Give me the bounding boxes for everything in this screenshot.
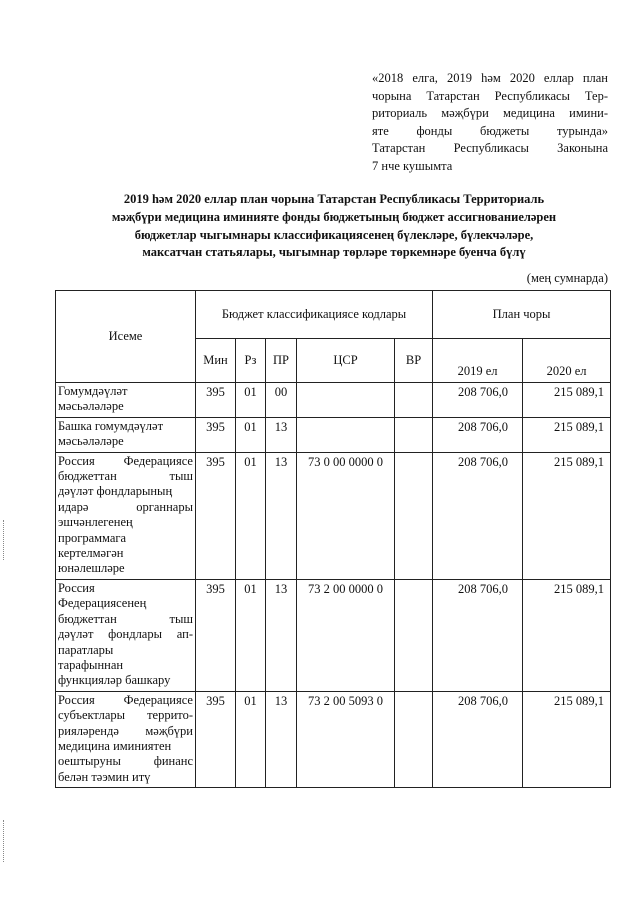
name-line: программага (58, 530, 127, 545)
row-2019: 208 706,0 (433, 383, 523, 418)
row-name (56, 383, 196, 418)
row-pr: 13 (266, 417, 297, 452)
name-line: мәсьәләләре (58, 399, 124, 414)
row-2020: 215 089,1 (523, 417, 611, 452)
table-row (56, 579, 611, 691)
row-vr (395, 417, 433, 452)
document-title (60, 191, 608, 262)
header-rz: Рз (236, 339, 266, 383)
scan-margin-marks (3, 820, 14, 862)
row-pr: 00 (266, 383, 297, 418)
header-csr: ЦСР (297, 339, 395, 383)
name-line: субъектлары террито- (58, 708, 193, 723)
annex-line: «2018 елга, 2019 һәм 2020 еллар план (372, 71, 608, 85)
name-line: паратлары (58, 642, 114, 657)
row-name (56, 691, 196, 787)
row-min: 395 (196, 452, 236, 579)
row-2019: 208 706,0 (433, 452, 523, 579)
annex-note (372, 70, 608, 176)
name-line: юнәлешләре (58, 561, 125, 576)
row-rz: 01 (236, 383, 266, 418)
row-min: 395 (196, 691, 236, 787)
table-row (56, 383, 611, 418)
row-min: 395 (196, 417, 236, 452)
annex-line: 7 нче кушымта (372, 158, 453, 173)
name-line: Башка гомумдәүләт (58, 418, 164, 433)
row-2019: 208 706,0 (433, 691, 523, 787)
row-2020: 215 089,1 (523, 691, 611, 787)
annex-line: ятe фонды бюджеты турында» (372, 123, 608, 138)
annex-line: Татарстан Республикасы Законына (372, 141, 608, 156)
row-csr: 73 0 00 0000 0 (297, 452, 395, 579)
row-csr (297, 417, 395, 452)
name-line: дәүләт фондларының (58, 484, 173, 499)
row-name (56, 452, 196, 579)
name-line: мәсьәләләре (58, 434, 124, 449)
table-row (56, 417, 611, 452)
table-row (56, 452, 611, 579)
units-note: (мең сумнарда) (526, 271, 608, 285)
row-2020: 215 089,1 (523, 383, 611, 418)
name-line: белән тәэмин итү (58, 769, 151, 784)
name-line: Федерациясенең (58, 596, 147, 611)
row-rz: 01 (236, 452, 266, 579)
table-body (56, 383, 611, 788)
name-line: функцияләр башкару (58, 673, 171, 688)
row-2019: 208 706,0 (433, 579, 523, 691)
title-line: максатчан статьялары, чыгымнар төрләре төркемнәре буенча бүлү (142, 245, 526, 260)
row-csr (297, 383, 395, 418)
row-rz: 01 (236, 579, 266, 691)
name-line: медицина иминиятен (58, 738, 172, 753)
header-name: Исеме (56, 291, 196, 383)
row-name (56, 417, 196, 452)
name-line: тарафыннан (58, 657, 124, 672)
header-2020: 2020 ел (523, 339, 611, 383)
row-pr: 13 (266, 452, 297, 579)
header-plan-group: План чоры (433, 291, 611, 339)
row-name (56, 579, 196, 691)
name-line: рияләрендә мәҗбүри (58, 723, 193, 738)
name-line: Гомумдәүләт (58, 384, 128, 398)
row-vr (395, 691, 433, 787)
name-line: бюджеттан тыш (58, 469, 193, 484)
annex-line: риториаль мәҗбүри медицина имини- (372, 106, 608, 121)
row-min: 395 (196, 383, 236, 418)
row-rz: 01 (236, 691, 266, 787)
title-line: 2019 һәм 2020 еллар план чорына Татарстан Республикасы Территориаль (123, 192, 545, 206)
row-csr: 73 2 00 5093 0 (297, 691, 395, 787)
name-line: дәүләт фондлары ап- (58, 627, 193, 642)
row-vr (395, 579, 433, 691)
name-line: бюджеттан тыш (58, 611, 193, 626)
row-pr: 13 (266, 691, 297, 787)
title-line: бюджетлар чыгымнары классификациясенең бүлекләре, бүлекчәләре, (134, 227, 534, 242)
name-line: эшчәнлегенең (58, 515, 133, 530)
name-line: оештыруны финанс (58, 754, 193, 769)
title-line: мәҗбүри медицина иминияте фонды бюджетының бюджет ассигнованиеләрен (111, 209, 557, 224)
row-vr (395, 452, 433, 579)
row-vr (395, 383, 433, 418)
name-line: Россия (58, 580, 95, 595)
row-2020: 215 089,1 (523, 452, 611, 579)
name-line: кертелмәгән (58, 546, 124, 561)
table-row (56, 691, 611, 787)
row-rz: 01 (236, 417, 266, 452)
budget-table (55, 290, 611, 788)
row-pr: 13 (266, 579, 297, 691)
table-header (56, 291, 611, 383)
row-2019: 208 706,0 (433, 417, 523, 452)
header-min: Мин (196, 339, 236, 383)
row-min: 395 (196, 579, 236, 691)
header-2019: 2019 ел (433, 339, 523, 383)
name-line: Россия Федерациясе (58, 453, 193, 468)
scan-margin-marks (3, 520, 14, 560)
annex-line: чорына Татарстан Республикасы Тер- (372, 88, 608, 103)
row-csr: 73 2 00 0000 0 (297, 579, 395, 691)
header-vr: ВР (395, 339, 433, 383)
header-codes-group: Бюджет классификациясе кодлары (196, 291, 433, 339)
row-2020: 215 089,1 (523, 579, 611, 691)
header-pr: ПР (266, 339, 297, 383)
name-line: Россия Федерациясе (58, 692, 193, 707)
name-line: идарә органнары (58, 499, 193, 514)
